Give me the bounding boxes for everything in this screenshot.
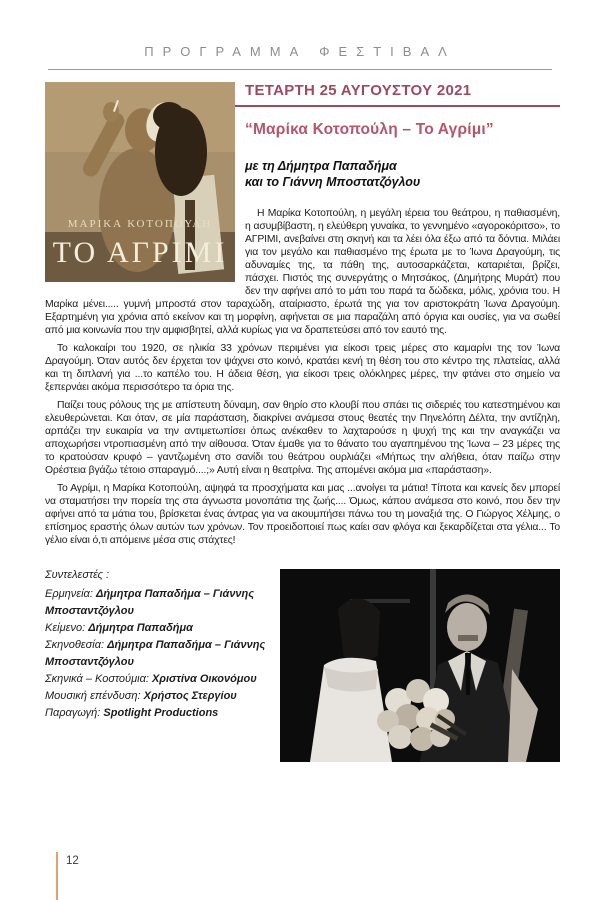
page-number: 12	[66, 855, 79, 867]
article-paragraph: Το Αγρίμι, η Μαρίκα Κοτοπούλη, αψηφά τα προσχήματα και μας ...ανοίγει τα μάτια! Τίποτα και κανείς δεν μπορεί να σταματήσει την πορεία της στα άγνωστα μονοπάτια της ζωής.... Όμως, κάπου ανάμεσα στο κοινό, που δεν την αφήνει από τα μάτια του, βρίσκεται ένας άντρας για να ακουμπήσει πάνω του τη μοναξιά της. Ο Γιώργος Χέλμης, ο επίσημος εραστής όλων αυτών των χρόνων. Τον προειδοποιεί πως καίει σαν φλόγα και ξεκαρδίζεται στα γέλια... Το γέλιο είναι ό,τι απόμεινε μέσα στις στάχτες!	[45, 483, 560, 546]
credit-label: Σκηνικά – Κοστούμια:	[45, 673, 149, 685]
mustache-shape	[458, 635, 478, 641]
man-face-shape	[447, 603, 487, 651]
poster-photo	[45, 82, 235, 282]
article-paragraph: Η Μαρίκα Κοτοπούλη, η μεγάλη ιέρεια του θεάτρου, η παθιασμένη, η ασυμβίβαστη, η ελεύθερη γυναίκα, το γεννημένο «αγοροκόριτσο», το ΑΓΡΙΜΙ, ανεβαίνει στη σκηνή και τα λέει όλα έξω από τα δόντια. Μιλάει για τον μεγάλο και παθιασμένο της έρωτα με το Ίωνα Δραγούμη, τις αδυναμίες της, τα πάθη της, αυτοσαρκάζεται, καταριέται, βρίζει, πάσχει. Πιστός της συνεργάτης ο Μητσάκος, (Δημήτρης Μυράτ) που δεν την αφήνει από το μάτι του παρά τα δώδεκα, μόλις, χρόνια του. Η Μαρίκα μένει..... γυμνή μπροστά στον ταραχώδη, αταίριαστο, έρωτά της για τον αριστοκράτη Ίωνα Δραγούμη. Εξαρτημένη για χρόνια από εκείνον και τη μορφίνη, αφήνεται σε μια παραζάλη από όργια και ουσίες, για να σωθεί από μια κοινωνία που την αμφισβητεί, αλλά κυρίως για να δραπετεύσει από τον εαυτό της.	[45, 208, 560, 336]
woman-hair-shape	[338, 598, 380, 661]
credit-value: Δήμητρα Παπαδήμα – Γιάννης Μποσταντζόγλου	[45, 588, 255, 617]
credit-label: Κείμενο:	[45, 622, 86, 634]
credit-value: Spotlight Productions	[103, 707, 219, 719]
page-number-bar	[56, 852, 58, 900]
page-content	[45, 80, 560, 722]
credit-value: Χρήστος Στεργίου	[143, 690, 237, 702]
credit-label: Μουσική επένδυση:	[45, 690, 141, 702]
credit-label: Ερμηνεία:	[45, 588, 93, 600]
page-header-title: ΠΡΟΓΡΑΜΜΑ ΦΕΣΤΙΒΑΛ	[144, 44, 456, 59]
credits-heading: Συντελεστές :	[45, 569, 110, 581]
poster-title-label: ΤΟ ΑΓΡΙΜΙ	[52, 236, 228, 269]
page-header	[48, 0, 552, 70]
credit-value: Δήμητρα Παπαδήμα	[88, 622, 193, 634]
stage-photo	[280, 569, 560, 762]
article-paragraph: Παίζει τους ρόλους της με απίστευτη δύναμη, σαν θηρίο στο κλουβί που σπάει τις σιδεριές του κατεστημένου και ελευθερώνεται. Και όταν, σε μία παράσταση, διακρίνει ανάμεσα στους θεατές την Πηνελόπη Δέλτα, την αντίζηλη, αρπάζει την ευκαιρία να την αντιμετωπίσει όπως ανέκαθεν το λαχταρούσε η ψυχή της και την αναγκάζει να αποχωρήσει ντροπιασμένη από την αίθουσα. Όταν έμαθε για το θάνατο του αγαπημένου της Ίωνα – 23 μέρες της το κρατούσαν κρυφό – γαντζωμένη στο σανίδι του θεάτρου ουρλιάζει «Μήπως την αλήθεια, όταν παίζω στην Ορέστεια βγάζω τέτοιο σπαραγμό....;» Αυτή είναι η θεατρίνα. Της απομένει ακόμα μια «παράσταση».	[45, 400, 560, 476]
backdrop-pole-shape	[430, 569, 436, 689]
poster-name-label: ΜΑΡΙΚΑ ΚΟΤΟΠΟΥΛΗ	[67, 218, 213, 230]
credits-section	[45, 567, 560, 722]
tie-shape	[465, 653, 471, 695]
credit-value: Δήμητρα Παπαδήμα – Γιάννης Μποσταντζόγλου	[45, 639, 266, 668]
credit-label: Παραγωγή:	[45, 707, 101, 719]
event-date-heading: ΤΕΤΑΡΤΗ 25 ΑΥΓΟΥΣΤΟΥ 2021	[45, 80, 560, 107]
performers-subtitle-line2: και το Γιάννη Μποστατζόγλου	[245, 175, 421, 189]
performers-subtitle-line1: με τη Δήμητρα Παπαδήμα	[245, 159, 397, 173]
show-title: “Μαρίκα Κοτοπούλη – Το Αγρίμι”	[245, 121, 494, 138]
article-paragraph: Το καλοκαίρι του 1920, σε ηλικία 33 χρόνων περιμένει για είκοσι τρεις μέρες στο καμαρίνι της τον Ίωνα Δραγούμη. Όταν αυτός δεν έρχεται τον ψάχνει στο κοινό, κρατάει κενή τη θέση του στο κέντρο της πλατείας, αλλά και τη διπλανή για ...το καπέλο του. Η άδεια θέση, για είκοσι τρεις ολόκληρες μέρες, την φτάνει στο σημείο να ξεπερνάει ακόμα περισσότερο τα όρια της.	[45, 343, 560, 393]
credit-value: Χριστίνα Οικονόμου	[151, 673, 257, 685]
hair-top-shape	[153, 102, 185, 130]
credit-label: Σκηνοθεσία:	[45, 639, 105, 651]
